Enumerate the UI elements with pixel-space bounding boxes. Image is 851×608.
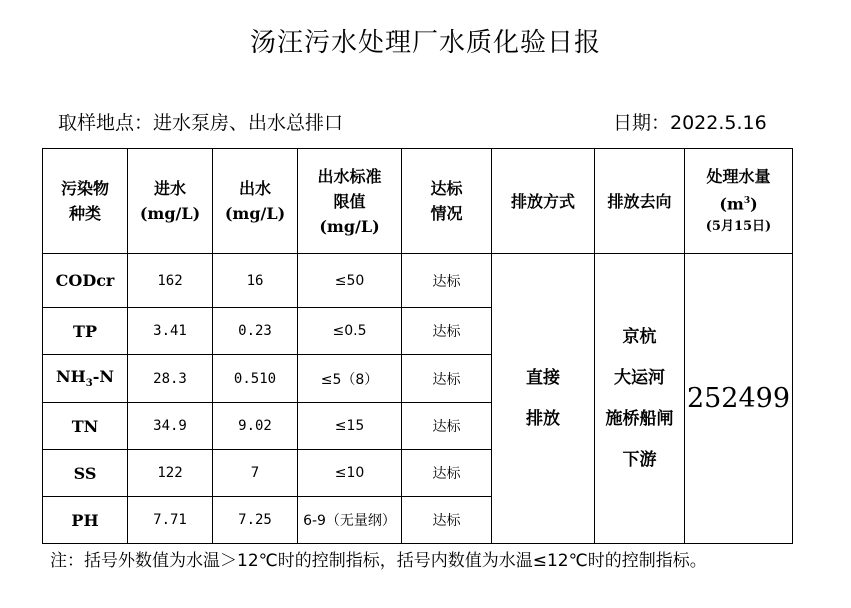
footnote: 注：括号外数值为水温＞12℃时的控制指标，括号内数值为水温≤12℃时的控制指标。 xyxy=(50,551,707,571)
report-title: 汤汪污水处理厂水质化验日报 xyxy=(249,28,601,58)
table-header-row xyxy=(43,149,793,254)
water-quality-table xyxy=(42,148,793,544)
discharge-mode-line: 直接 xyxy=(526,367,560,388)
inflow-value: 34.9 xyxy=(128,403,213,450)
header-unit: (mg/L) xyxy=(139,204,201,223)
header-text: 限值 xyxy=(333,191,366,211)
outflow-value: 0.510 xyxy=(213,355,298,403)
header-treated-volume xyxy=(685,149,793,254)
discharge-mode-line: 排放 xyxy=(526,408,560,429)
report-date: 日期：2022.5.16 xyxy=(613,112,767,134)
pollutant-name-subscript: 3 xyxy=(85,378,93,390)
header-unit: (mg/L) xyxy=(224,204,286,223)
header-compliance-status xyxy=(402,149,492,254)
header-unit: (mg/L) xyxy=(319,216,380,236)
header-volume-date: (5月15日) xyxy=(705,219,772,235)
header-standard-limit xyxy=(298,149,402,254)
table-row xyxy=(43,254,793,308)
compliance-status: 达标 xyxy=(402,355,492,403)
header-text: 处理水量 xyxy=(706,166,771,186)
compliance-status: 达标 xyxy=(402,308,492,355)
limit-value: ≤50 xyxy=(298,254,402,308)
header-outflow xyxy=(213,149,298,254)
pollutant-name: TN xyxy=(43,403,128,450)
compliance-status: 达标 xyxy=(402,450,492,497)
outflow-value: 9.02 xyxy=(213,403,298,450)
treated-volume-value: 252499 xyxy=(685,254,793,544)
discharge-destination-line: 下游 xyxy=(622,449,657,470)
header-inflow xyxy=(128,149,213,254)
discharge-destination xyxy=(595,254,685,544)
volume-unit-superscript: 3 xyxy=(743,195,751,206)
header-text: 出水 xyxy=(238,179,271,198)
discharge-destination-line: 施桥船闸 xyxy=(605,408,674,429)
volume-unit-open: (m xyxy=(719,194,744,214)
pollutant-name-tail: -N xyxy=(92,367,114,387)
pollutant-name: SS xyxy=(43,450,128,497)
header-text: 出水标准 xyxy=(317,166,382,186)
inflow-value: 162 xyxy=(128,254,213,308)
outflow-value: 7.25 xyxy=(213,497,298,544)
compliance-status: 达标 xyxy=(402,254,492,308)
inflow-value: 28.3 xyxy=(128,355,213,403)
limit-value: ≤10 xyxy=(298,450,402,497)
limit-value: ≤5（8） xyxy=(298,355,402,403)
header-pollutant-type xyxy=(43,149,128,254)
header-unit xyxy=(685,189,792,216)
inflow-value: 7.71 xyxy=(128,497,213,544)
header-text: 进水 xyxy=(153,179,186,198)
header-discharge-mode xyxy=(492,149,595,254)
limit-value: ≤0.5 xyxy=(298,308,402,355)
discharge-destination-line: 大运河 xyxy=(614,367,665,388)
header-text: 排放去向 xyxy=(607,191,672,211)
pollutant-name: TP xyxy=(43,308,128,355)
header-text: 达标 xyxy=(430,179,463,198)
limit-value: 6-9（无量纲） xyxy=(298,497,402,544)
sampling-location: 取样地点：进水泵房、出水总排口 xyxy=(58,112,344,134)
outflow-value: 0.23 xyxy=(213,308,298,355)
pollutant-name xyxy=(43,355,128,403)
discharge-mode xyxy=(492,254,595,544)
pollutant-name-main: NH xyxy=(56,367,86,387)
pollutant-name: CODcr xyxy=(43,254,128,308)
outflow-value: 7 xyxy=(213,450,298,497)
header-discharge-destination xyxy=(595,149,685,254)
inflow-value: 3.41 xyxy=(128,308,213,355)
volume-unit-close: ) xyxy=(750,194,758,214)
inflow-value: 122 xyxy=(128,450,213,497)
compliance-status: 达标 xyxy=(402,403,492,450)
discharge-destination-line: 京杭 xyxy=(622,326,657,347)
header-text: 种类 xyxy=(68,204,101,223)
header-text: 情况 xyxy=(430,204,463,223)
compliance-status: 达标 xyxy=(402,497,492,544)
header-text: 排放方式 xyxy=(510,191,575,211)
header-text: 污染物 xyxy=(60,179,109,198)
limit-value: ≤15 xyxy=(298,403,402,450)
pollutant-name: PH xyxy=(43,497,128,544)
outflow-value: 16 xyxy=(213,254,298,308)
